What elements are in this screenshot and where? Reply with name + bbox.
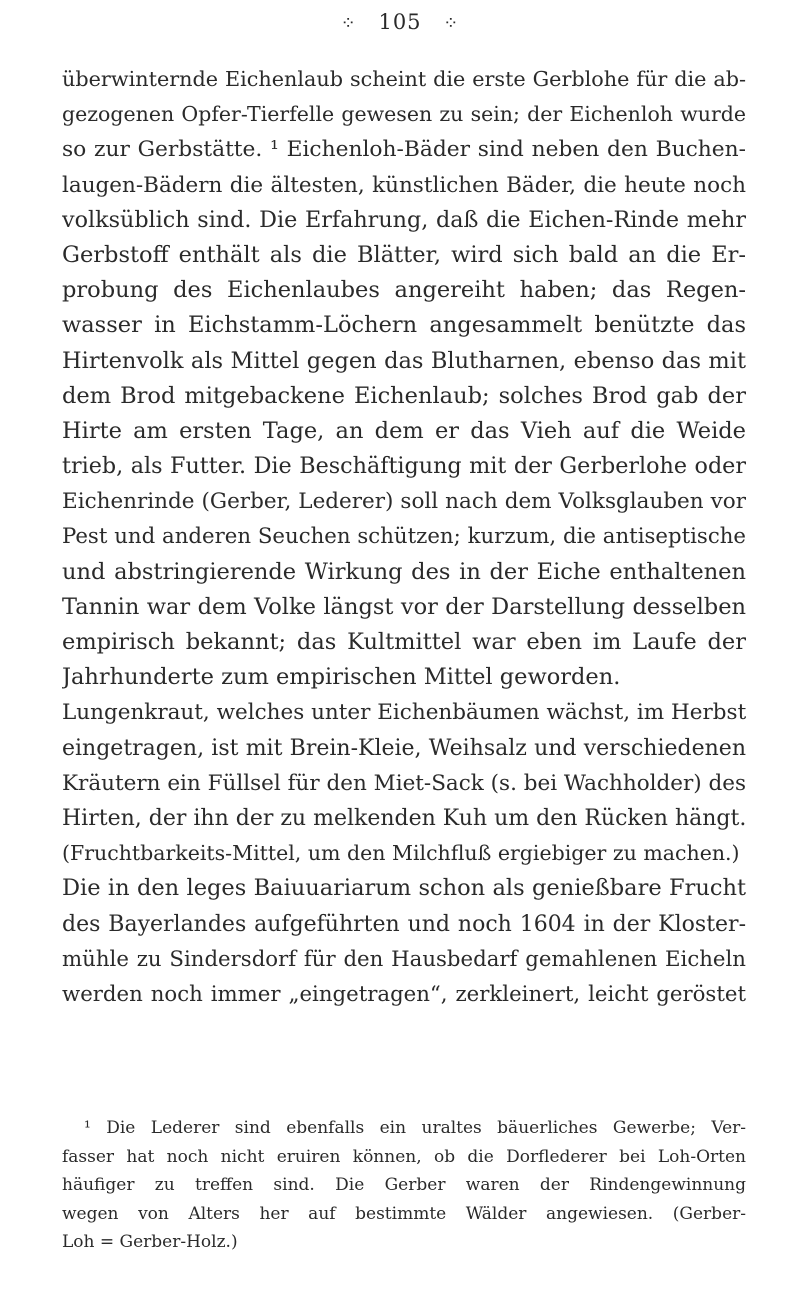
text-line: Gerbstoff enthält als die Blätter, wird sich bald an die Er- bbox=[62, 241, 746, 268]
text-line: Hirten, der ihn der zu melkenden Kuh um den Rücken hängt. bbox=[62, 805, 746, 831]
text-line: laugen-Bädern die ältesten, künstlichen Bäder, die heute noch bbox=[62, 172, 746, 198]
text-line: empirisch bekannt; das Kultmittel war eben im Laufe der bbox=[62, 629, 746, 655]
text-line: überwinternde Eichenlaub scheint die erste Gerblohe für die ab- bbox=[62, 67, 746, 91]
right-ornament-icon: ⁘ bbox=[443, 13, 460, 34]
text-line: und abstringierende Wirkung des in der Eiche enthaltenen bbox=[62, 558, 746, 585]
running-head bbox=[0, 10, 800, 34]
footnotes bbox=[62, 1114, 746, 1257]
text-line: werden noch immer „eingetragen“, zerkleinert, leicht geröstet bbox=[62, 981, 746, 1007]
text-line: Die in den leges Baiuuariarum schon als genießbare Frucht bbox=[62, 875, 746, 902]
text-line: eingetragen, ist mit Brein-Kleie, Weihsalz und verschiedenen bbox=[62, 735, 746, 761]
text-line: Kräutern ein Füllsel für den Miet-Sack (s. bei Wachholder) des bbox=[62, 770, 746, 796]
text-line: Jahrhunderte zum empirischen Mittel geworden. bbox=[62, 664, 621, 691]
page-number: 105 bbox=[378, 10, 422, 34]
text-line: Tannin war dem Volke längst vor der Darstellung desselben bbox=[62, 593, 746, 620]
text-line: mühle zu Sindersdorf für den Hausbedarf gemahlenen Eicheln bbox=[62, 946, 746, 972]
footnote-line: fasser hat noch nicht eruiren können, ob die Dorflederer bei Loh-Orten bbox=[62, 1146, 746, 1167]
text-line: Hirtenvolk als Mittel gegen das Blutharnen, ebenso das mit bbox=[62, 347, 746, 374]
main-text bbox=[62, 62, 746, 1012]
text-line: Hirte am ersten Tage, an dem er das Vieh auf die Weide bbox=[62, 417, 746, 444]
text-line: probung des Eichenlaubes angereiht haben; das Regen- bbox=[62, 277, 746, 304]
text-line: (Fruchtbarkeits-Mittel, um den Milchfluß ergiebiger zu machen.) bbox=[62, 841, 740, 866]
text-line: Lungenkraut, welches unter Eichenbäumen wächst, im Herbst bbox=[62, 700, 746, 726]
footnote-line: wegen von Alters her auf bestimmte Wälder angewiesen. (Gerber- bbox=[62, 1203, 746, 1224]
text-line: wasser in Eichstamm-Löchern angesammelt benützte das bbox=[62, 312, 746, 339]
footnote-line: ¹ Die Lederer sind ebenfalls ein uraltes bäuerliches Gewerbe; Ver- bbox=[84, 1118, 746, 1138]
text-line: Pest und anderen Seuchen schützen; kurzum, die antiseptische bbox=[62, 524, 746, 550]
text-line: des Bayerlandes aufgeführten und noch 1604 in der Kloster- bbox=[62, 911, 746, 937]
text-line: Eichenrinde (Gerber, Lederer) soll nach dem Volksglauben vor bbox=[62, 489, 746, 515]
text-line: dem Brod mitgebackene Eichenlaub; solches Brod gab der bbox=[62, 382, 746, 409]
footnote-line: häufiger zu treffen sind. Die Gerber waren der Rindengewinnung bbox=[62, 1175, 746, 1195]
left-ornament-icon: ⁘ bbox=[340, 13, 357, 34]
text-line: so zur Gerbstätte. ¹ Eichenloh-Bäder sind neben den Buchen- bbox=[62, 137, 746, 163]
text-line: gezogenen Opfer-Tierfelle gewesen zu sein; der Eichenloh wurde bbox=[62, 102, 746, 127]
text-line: trieb, als Futter. Die Beschäftigung mit der Gerberlohe oder bbox=[62, 453, 746, 480]
footnote-line: Loh = Gerber-Holz.) bbox=[62, 1232, 238, 1252]
text-line: volksüblich sind. Die Erfahrung, daß die Eichen-Rinde mehr bbox=[62, 206, 746, 233]
